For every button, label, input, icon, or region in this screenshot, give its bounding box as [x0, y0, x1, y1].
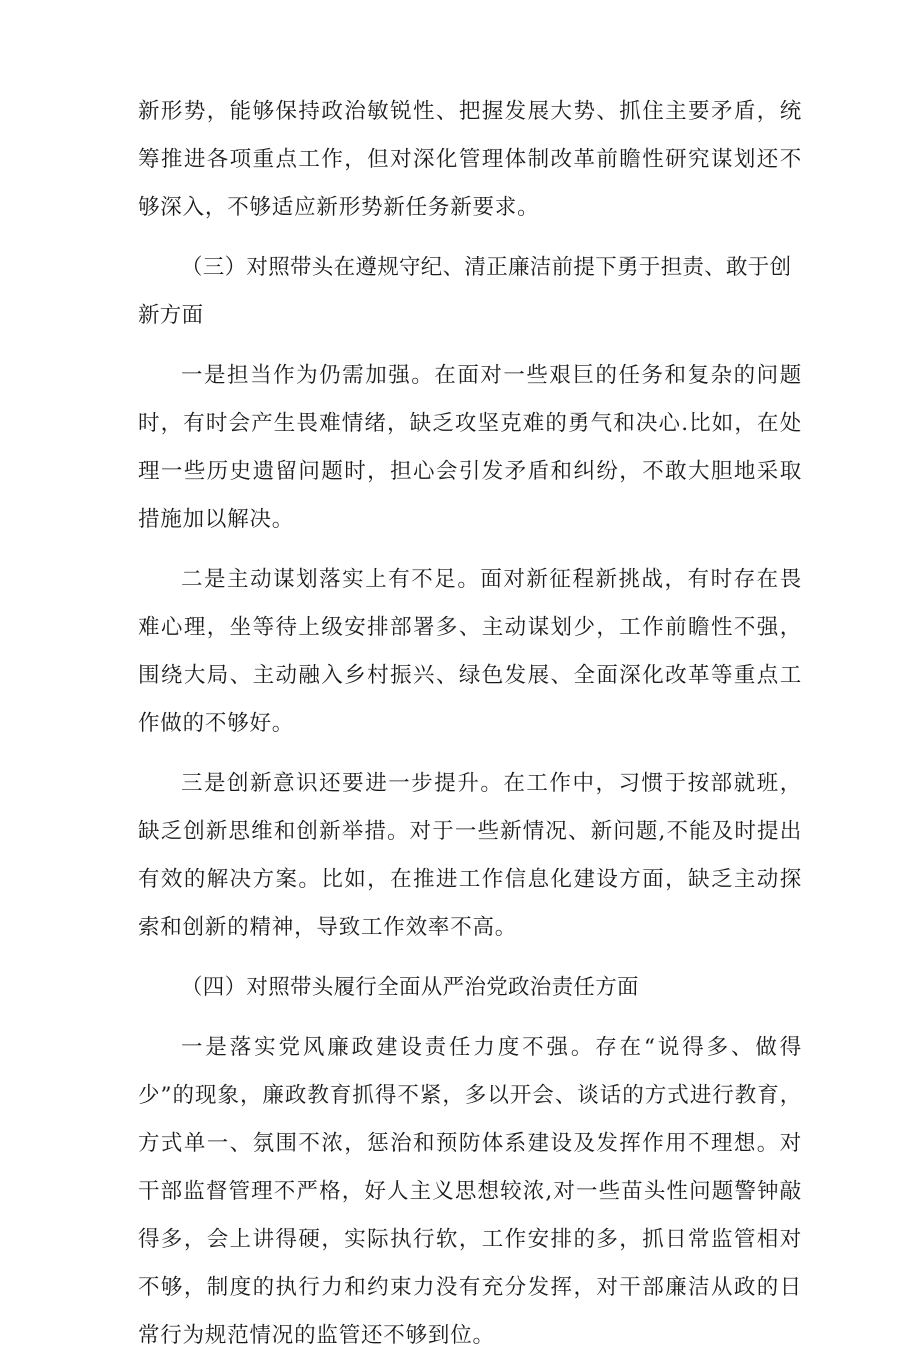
paragraph-continuation: 新形势，能够保持政治敏锐性、把握发展大势、抓住主要矛盾，统筹推进各项重点工作，但对深化管理体制改革前瞻性研究谋划还不够深入，不够适应新形势新任务新要求。	[138, 99, 802, 220]
paragraph-item-four-one: 一是落实党风廉政建设责任力度不强。存在“说得多、做得少”的现象，廉政教育抓得不紧，多以开会、谈话的方式进行教育，方式单一、氛围不浓，惩治和预防体系建设及发挥作用不理想。对干部监督管理不严格，好人主义思想较浓,对一些苗头性问题警钟敲得多，会上讲得硬，实际执行软，工作安排的多，抓日常监管相对不够，制度的执行力和约束力没有充分发挥，对干部廉洁从政的日常行为规范情况的监管还不够到位。	[138, 1035, 802, 1348]
paragraph-item-two: 二是主动谋划落实上有不足。面对新征程新挑战，有时存在畏难心理，坐等待上级安排部署多、主动谋划少，工作前瞻性不强，围绕大局、主动融入乡村振兴、绿色发展、全面深化改革等重点工作做的不够好。	[138, 567, 802, 736]
section-heading-three: （三）对照带头在遵规守纪、清正廉洁前提下勇于担责、敢于创新方面	[138, 255, 792, 328]
document-page	[138, 88, 802, 1372]
section-heading-four: （四）对照带头履行全面从严治党政治责任方面	[181, 975, 639, 1000]
paragraph-item-three: 三是创新意识还要进一步提升。在工作中，习惯于按部就班，缺乏创新思维和创新举措。对于一些新情况、新问题,不能及时提出有效的解决方案。比如，在推进工作信息化建设方面，缺乏主动探索和创新的精神，导致工作效率不高。	[138, 771, 802, 940]
paragraph-item-one: 一是担当作为仍需加强。在面对一些艰巨的任务和复杂的问题时，有时会产生畏难情绪，缺乏攻坚克难的勇气和决心.比如，在处理一些历史遗留问题时，担心会引发矛盾和纠纷，不敢大胆地采取措施加以解决。	[138, 363, 802, 532]
